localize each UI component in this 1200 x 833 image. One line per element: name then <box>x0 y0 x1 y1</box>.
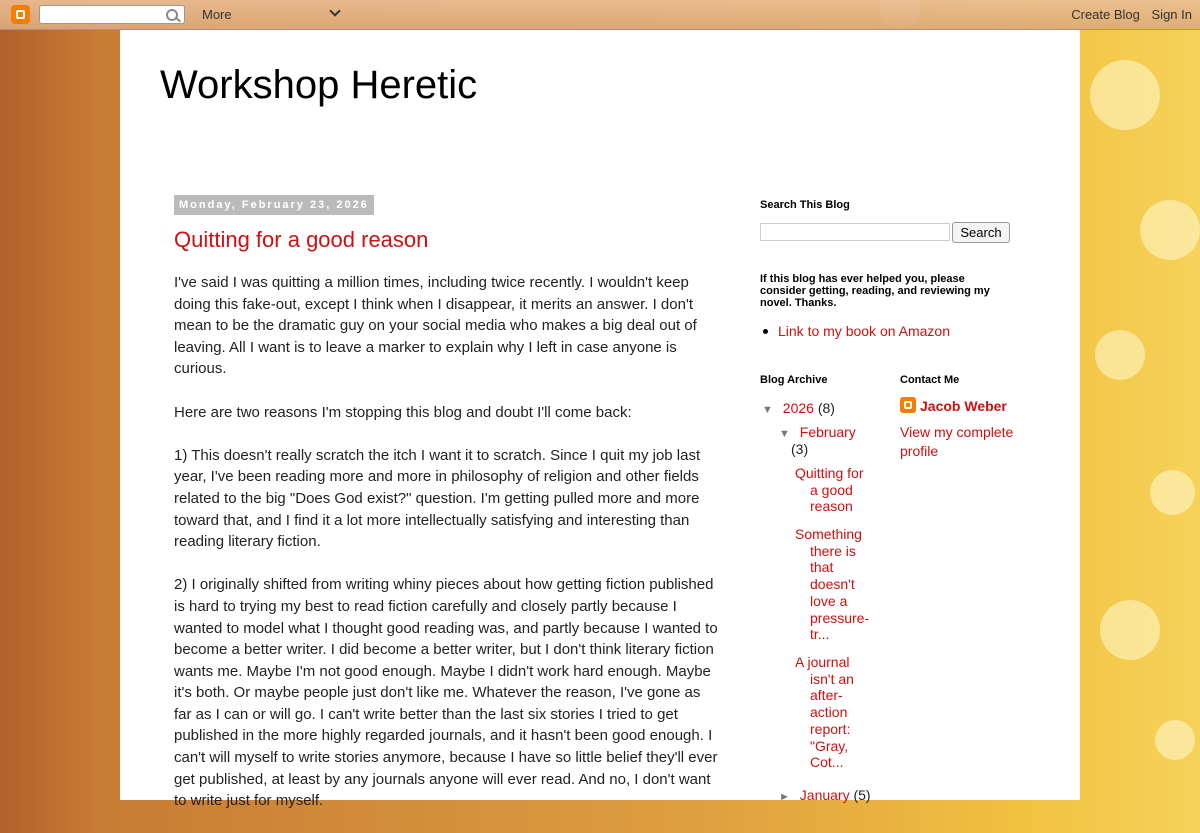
post-paragraph: Here are two reasons I'm stopping this blog and doubt I'll come back: <box>174 403 632 421</box>
contact-widget-title: Contact Me <box>900 374 960 386</box>
archive-post-link[interactable] <box>795 654 875 771</box>
blogger-logo-icon[interactable] <box>11 5 30 24</box>
archive-year-link[interactable]: 2026 <box>782 400 814 416</box>
archive-post-link-text[interactable]: A journal isn't an after-action report: "Gray, Cot... <box>795 654 854 771</box>
view-profile-link[interactable]: View my complete profile <box>900 424 1014 459</box>
search-icon[interactable] <box>166 9 178 21</box>
create-blog-link[interactable]: Create Blog <box>1071 7 1140 22</box>
blogger-navbar <box>0 0 1200 30</box>
archive-post-link[interactable] <box>795 465 875 515</box>
archive-post-link-text[interactable]: Quitting for a good reason <box>795 465 864 515</box>
archive-month-link[interactable]: January <box>799 787 850 803</box>
archive-post-link-text[interactable]: Something there is that doesn't love a pressure-tr... <box>795 526 870 643</box>
amazon-book-link[interactable]: Link to my book on Amazon <box>760 323 950 339</box>
blog-title[interactable]: Workshop Heretic <box>160 63 478 107</box>
blogger-profile-icon <box>900 397 916 413</box>
triangle-down-icon[interactable]: ▼ <box>762 404 773 416</box>
post-paragraph: I've said I was quitting a million times, including twice recently. I wouldn't keep doing this fake-out, except I think when I disappear, it merits an answer. I don't mean to be the dramatic guy on your social media who makes a big deal out of leaving. All I want is to leave a marker to explain why I left in case anyone is curious. <box>174 274 697 378</box>
triangle-right-icon[interactable]: ► <box>779 791 790 803</box>
search-button[interactable]: Search <box>952 222 1010 243</box>
archive-month-count <box>791 441 808 457</box>
post-date: Monday, February 23, 2026 <box>174 195 374 215</box>
archive-widget-title: Blog Archive <box>760 374 828 386</box>
archive-year <box>762 400 835 416</box>
more-dropdown[interactable]: More <box>202 7 232 22</box>
post-body <box>174 272 719 833</box>
triangle-down-icon[interactable]: ▼ <box>779 428 790 440</box>
profile-name-link[interactable]: Jacob Weber <box>920 398 1007 414</box>
navbar-search-input[interactable] <box>39 5 185 24</box>
archive-month <box>779 787 871 803</box>
navbar-right <box>1063 7 1192 22</box>
archive-year-count: (8) <box>817 400 835 416</box>
post-title[interactable]: Quitting for a good reason <box>174 227 429 252</box>
post-paragraph: 1) This doesn't really scratch the itch I want it to scratch. Since I quit my job last year, I've been reading more and more in philosophy of religion and other fields related to the big "Does God exist?" question. I'm getting pulled more and more toward that, and I find it a lot more intellectually satisfying and interesting than reading literary fiction. <box>174 446 701 551</box>
archive-month <box>779 424 856 440</box>
help-text: If this blog has ever helped you, please consider getting, reading, and reviewing my novel. Thanks. <box>760 273 990 309</box>
post-paragraph: 2) I originally shifted from writing whiny pieces about how getting fiction published is hard to trying my best to read fiction carefully and closely partly because I wanted to model what I thought good reading was, and partly because I wanted to become a better writer. I did become a better writer, but I don't think literary fiction wants me. Maybe I'm not good enough. Maybe I didn't work hard enough. Maybe it's both. Or maybe people just don't like me. Whatever the reason, I've gone as far as I can or will go. I can't write better than the last six stories I tried to get published in the more highly regarded journals, and it hasn't been good enough. I can't will myself to write stories anymore, because I have so little belief they'll ever get published, at least by any journals anyone will ever read. And no, I don't want to write just for myself. <box>174 576 718 810</box>
chevron-down-icon[interactable] <box>329 5 340 16</box>
archive-month-count: (5) <box>853 787 871 803</box>
content-area <box>120 29 1080 810</box>
sign-in-link[interactable]: Sign In <box>1151 7 1192 22</box>
archive-month-count-text: (3) <box>791 441 809 457</box>
blog-search-input[interactable] <box>760 223 950 241</box>
archive-month-link[interactable]: February <box>799 424 856 440</box>
search-widget-title: Search This Blog <box>760 199 850 211</box>
archive-post-link[interactable] <box>795 526 875 643</box>
